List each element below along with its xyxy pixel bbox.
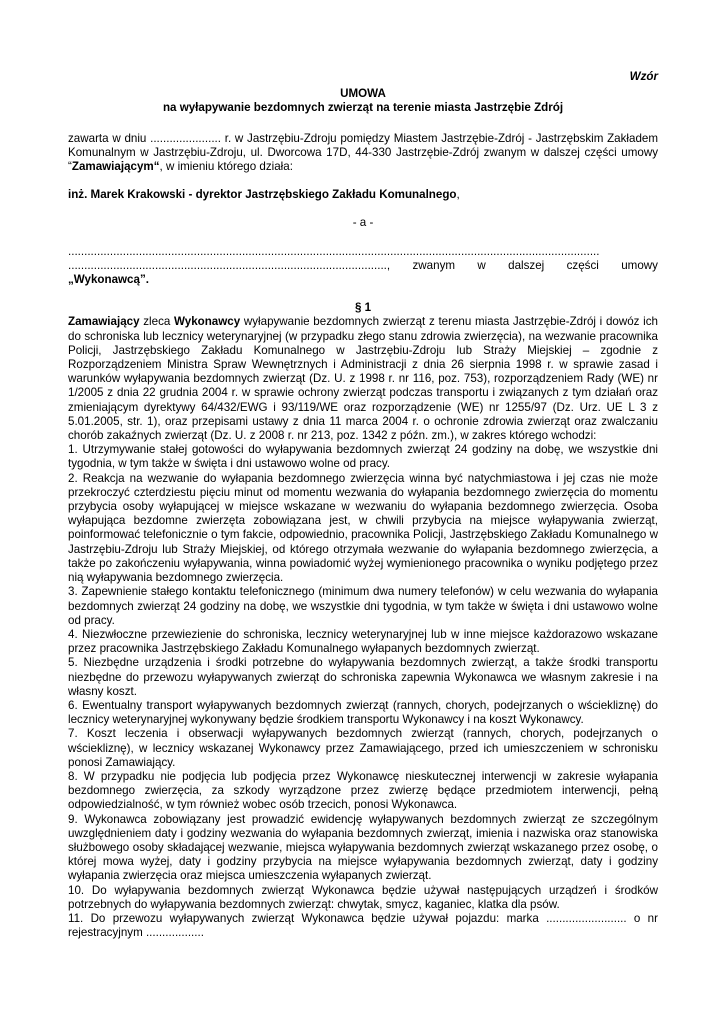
list-item: 1. Utrzymywanie stałej gotowości do wyłapywania bezdomnych zwierząt 24 godziny na dobę, we wszystkie dni tygodnia, w tym także w święta i dni ustawowo wolne od pracy. [68, 443, 658, 471]
list-item: 9. Wykonawca zobowiązany jest prowadzić ewidencję wyłapywanych bezdomnych zwierząt ze szczególnym uwzględnieniem daty i godziny wezwania do wyłapania bezdomnych zwierząt, imienia i nazwiska oraz stanowiska służbowego osoby składającej wezwanie, miejsca wyłapywania bezdomnych zwierząt wskazanego przez osobę, o której mowa wyżej, daty i godziny przybycia na miejsce wyłapywania bezdomnych zwierząt, daty i godziny wyłapania zwierzęcia oraz miejsca umieszczenia wyłapanych zwierząt. [68, 812, 658, 883]
list-item: 2. Reakcja na wezwanie do wyłapania bezdomnego zwierzęcia winna być natychmiastowa i jej czas nie może przekroczyć czterdziestu pięciu minut od momentu wezwania do wyłapania bezdomnego zwierzęcia do momentu przybycia osoby wyłapującej w miejsce wskazane w wezwaniu do wyłapania bezdomnego zwierzęcia. Osoba wyłapująca bezdomne zwierzęta zobowiązana jest, w chwili przybycia na miejsce wyłapywania zwierząt, poinformować telefonicznie o tym fakcie, odpowiednio, pracownika Policji, Jastrzębskiego Zakładu Komunalnego w Jastrzębiu-Zdroju lub Straży Miejskiej, od którego otrzymała wezwanie do wyłapania bezdomnego zwierzęcia, a także po zakończeniu wyłapywania, winna powiadomić wyżej wymienionego pracownika o wyniku podjętego przez nią wyłapywania bezdomnego zwierzęcia. [68, 471, 658, 585]
list-item: 4. Niezwłoczne przewiezienie do schroniska, lecznicy weterynaryjnej lub w inne miejsce każdorazowo wskazane przez pracownika Jastrzębskiego Zakładu Komunalnego wyłapanych bezdomnych zwierząt. [68, 627, 658, 656]
list-item: 6. Ewentualny transport wyłapywanych bezdomnych zwierząt (rannych, chorych, podejrzanych o wściekliznę) do lecznicy weterynaryjnej wykonywany będzie środkiem transportu Wykonawcy i na koszt Wykonawcy. [68, 698, 658, 727]
zamawiajacy-term: Zamawiającym“ [71, 160, 160, 174]
list-item: 10. Do wyłapywania bezdomnych zwierząt Wykonawca będzie używał następujących urządzeń i środków potrzebnych do wyłapywania bezdomnych zwierząt: chwytak, smycz, kaganiec, klatka dla psów. [68, 883, 658, 911]
list-item: 11. Do przewozu wyłapywanych zwierząt Wykonawca będzie używał pojazdu: marka ......................... o nr rejestracyjnym .................. [68, 911, 658, 940]
document-page [68, 62, 658, 940]
document-subtitle: na wyłapywanie bezdomnych zwierząt na terenie miasta Jastrzębie Zdrój [162, 101, 564, 115]
section-items [68, 443, 658, 940]
intro-paragraph: zawarta w dniu ...................... r. w Jastrzębiu-Zdroju pomiędzy Miastem Jastrzębie-Zdrój - Jastrzębskim Zakładem Komunalnym w Jastrzębiu-Zdroju, ul. Dworcowa 17D, 44-330 Jastrzębie-Zdrój zwanym w dalszej części umowy “Zamawiającym“, w imieniu którego działa: [68, 131, 658, 174]
section-heading: § 1 [354, 301, 372, 315]
document-title: UMOWA [340, 87, 386, 101]
representative-line: inż. Marek Krakowski - dyrektor Jastrzębskiego Zakładu Komunalnego, [68, 188, 460, 202]
contractor-line: ..................................................................................................., zwanym w dalszej części umowy [68, 258, 658, 272]
list-item: 7. Koszt leczenia i obserwacji wyłapywanych bezdomnych zwierząt (rannych, chorych, podejrzanych o wściekliznę), w lecznicy wskazanej Wykonawcy przez Zamawiającego, przed ich umieszczeniem w schronisku ponosi Zamawiający. [68, 727, 658, 769]
list-item: 8. W przypadku nie podjęcia lub podjęcia przez Wykonawcę nieskutecznej interwencji w zakresie wyłapania bezdomnego zwierzęcia, za szkody wyrządzone przez zwierzę będące przedmiotem interwencji, pełną odpowiedzialność, w tym również wobec osób trzecich, ponosi Wykonawca. [68, 769, 658, 812]
list-item: 5. Niezbędne urządzenia i środki potrzebne do wyłapywania bezdomnych zwierząt, a także środki transportu niezbędne do przewozu wyłapywanych zwierząt do schroniska zapewnia Wykonawca we własnym zakresie i na własny koszt. [68, 656, 658, 698]
list-item: 3. Zapewnienie stałego kontaktu telefonicznego (minimum dwa numery telefonów) w celu wezwania do wyłapania bezdomnych zwierząt 24 godziny na dobę, we wszystkie dni tygodnia, w tym także w święta i dni ustawowo wolne od pracy. [68, 585, 658, 627]
party-separator: - a - [352, 216, 374, 230]
contractor-dots-line: ..................................................................................................................................................................... [68, 244, 600, 258]
wykonawca-term: „Wykonawcą”. [68, 273, 149, 287]
template-label: Wzór [629, 70, 658, 83]
section-intro: Zamawiający zleca Wykonawcy wyłapywanie bezdomnych zwierząt z terenu miasta Jastrzębie-Zdrój i dowóz ich do schroniska lub lecznicy weterynaryjnej (w przypadku złego stanu zdrowia zwierzęcia), na wezwanie pracownika Policji, Jastrzębskiego Zakładu Komunalnego w Jastrzębiu-Zdroju lub Straży Miejskiej – zgodnie z Rozporządzeniem Ministra Spraw Wewnętrznych i Administracji z dnia 26 sierpnia 1998 r. w sprawie zasad i warunków wyłapywania bezdomnych zwierząt (Dz. U. z 1998 r. nr 116, poz. 753), rozporządzeniem Rady (WE) nr 1/2005 z dnia 22 grudnia 2004 r. w sprawie ochrony zwierząt podczas transportu i związanych z tym działań oraz zmieniającym dyrektywy 64/432/EWG i 93/119/WE oraz rozporządzenie (WE) nr 1255/97 (Dz. Urz. UE L 3 z 5.01.2005, str. 1), oraz przepisami ustawy z dnia 11 marca 2004 r. o ochronie zdrowia zwierząt oraz zwalczaniu chorób zakaźnych zwierząt (Dz. U. z 2008 r. nr 213, poz. 1342 z późn. zm.), w zakres którego wchodzi: [68, 315, 658, 443]
